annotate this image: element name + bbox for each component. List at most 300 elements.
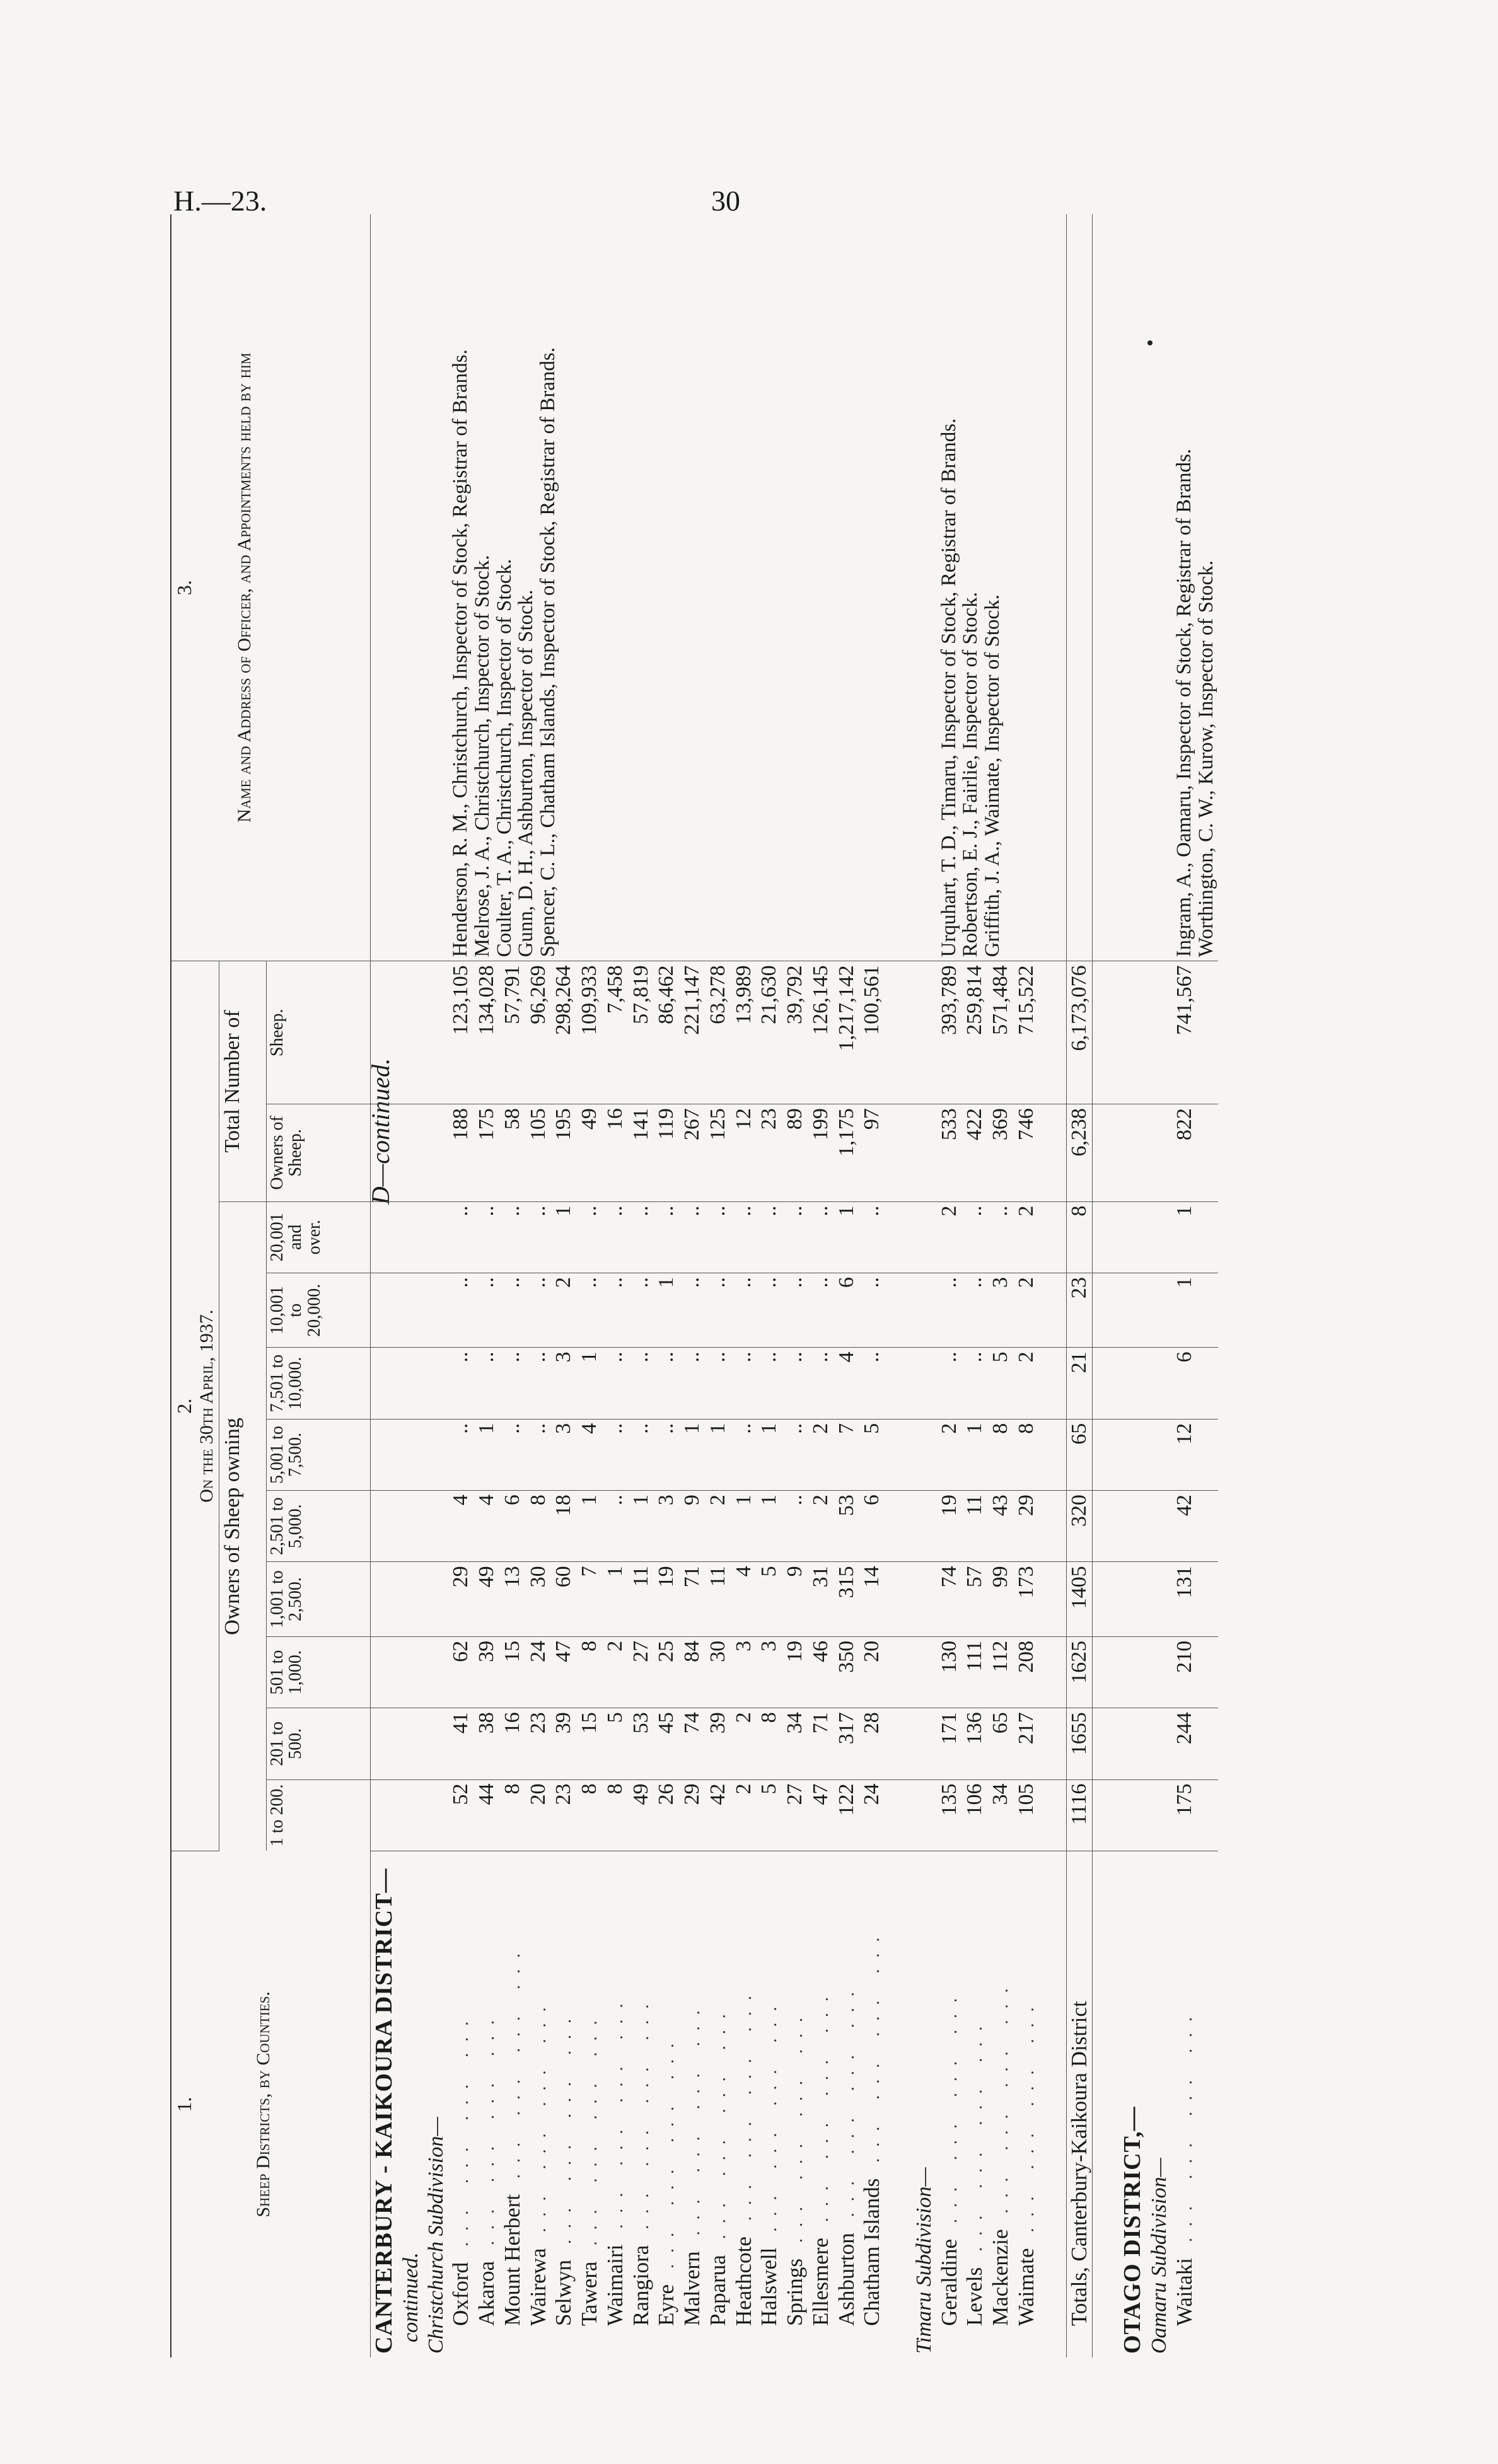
- value-cell: 126,145: [808, 961, 834, 1104]
- empty-cell: [424, 1779, 449, 1851]
- empty-cell: [912, 1273, 937, 1347]
- value-cell: 5: [603, 1708, 629, 1779]
- empty-cell: [912, 1419, 937, 1490]
- leader-dots: ... ... ... ...: [607, 1992, 627, 2245]
- sub-header-10: Sheep.: [267, 961, 371, 1104]
- officer-entry: Ingram, A., Oamaru, Inspector of Stock, Registrar of Brands.: [1173, 448, 1196, 957]
- county-name: [526, 1851, 552, 2357]
- value-cell: 42: [705, 1779, 731, 1851]
- spacer-row: [1040, 214, 1067, 2357]
- empty-cell: [912, 214, 937, 961]
- value-cell: 74: [680, 1708, 705, 1779]
- leader-dots: ... ... ... ...: [632, 1993, 653, 2245]
- empty-cell: [1040, 1851, 1067, 2357]
- total-cell: 1655: [1066, 1708, 1093, 1779]
- county-label: Ashburton: [833, 2233, 859, 2326]
- empty-cell: [1093, 1851, 1120, 2357]
- sub-header-3: 1,001 to 2,500.: [267, 1562, 371, 1636]
- value-cell: 746: [1014, 1104, 1040, 1202]
- empty-cell: [371, 961, 398, 1104]
- empty-cell: [1093, 1273, 1120, 1347]
- value-cell: ..: [808, 1273, 834, 1347]
- empty-cell: [398, 1273, 424, 1347]
- county-label: Selwyn: [551, 2260, 576, 2326]
- value-cell: 1: [680, 1419, 705, 1490]
- empty-cell: [371, 1779, 398, 1851]
- heading-row: [398, 214, 424, 2357]
- value-cell: 39: [705, 1708, 731, 1779]
- value-cell: 86,462: [654, 961, 680, 1104]
- value-cell: 125: [705, 1104, 731, 1202]
- value-cell: 39: [474, 1636, 500, 1708]
- value-cell: 315: [834, 1562, 860, 1636]
- value-cell: 49: [629, 1779, 654, 1851]
- leader-dots: ... ... ... ...: [967, 2015, 987, 2267]
- value-cell: 1: [1172, 1201, 1218, 1273]
- empty-cell: [885, 1273, 912, 1347]
- value-cell: 7: [834, 1419, 860, 1490]
- value-cell: 28: [859, 1708, 885, 1779]
- value-cell: ..: [500, 1419, 526, 1490]
- empty-cell: [371, 1708, 398, 1779]
- empty-cell: [912, 1348, 937, 1419]
- value-cell: 89: [782, 1104, 808, 1202]
- empty-cell: [1147, 214, 1172, 961]
- value-cell: 5: [757, 1562, 782, 1636]
- empty-cell: [1040, 1779, 1067, 1851]
- total-cell: 1625: [1066, 1636, 1093, 1708]
- value-cell: 8: [577, 1636, 603, 1708]
- value-cell: 715,522: [1014, 961, 1040, 1104]
- value-cell: 49: [474, 1562, 500, 1636]
- empty-cell: [398, 1419, 424, 1490]
- value-cell: 74: [937, 1562, 963, 1636]
- sub-header-9: Owners of Sheep.: [267, 1104, 371, 1202]
- value-cell: 26: [654, 1779, 680, 1851]
- empty-cell: [912, 1636, 937, 1708]
- leader-dots: ... ... ... ...: [581, 2009, 601, 2262]
- value-cell: 195: [551, 1104, 577, 1202]
- value-cell: 109,933: [577, 961, 603, 1104]
- empty-cell: [885, 961, 912, 1104]
- empty-cell: [398, 1348, 424, 1419]
- empty-cell: [1119, 214, 1147, 961]
- value-cell: ..: [731, 1201, 757, 1273]
- value-cell: 16: [500, 1708, 526, 1779]
- value-cell: 3: [551, 1419, 577, 1490]
- value-cell: 57,819: [629, 961, 654, 1104]
- value-cell: 105: [526, 1104, 552, 1202]
- leader-dots: ... ... ... ...: [555, 2008, 576, 2260]
- sub-header-2: 501 to 1,000.: [267, 1636, 371, 1708]
- value-cell: 134,028: [474, 961, 500, 1104]
- sheep-districts-table: [170, 214, 1218, 2357]
- empty-cell: [912, 1562, 937, 1636]
- leader-dots: ... ... ... ...: [684, 1999, 704, 2252]
- value-cell: 7,458: [603, 961, 629, 1104]
- value-cell: 20: [859, 1636, 885, 1708]
- value-cell: 14: [859, 1562, 885, 1636]
- leader-dots: ... ... ... ...: [735, 1984, 755, 2237]
- empty-cell: [398, 1779, 424, 1851]
- empty-cell: [371, 1348, 398, 1419]
- empty-cell: [371, 1201, 398, 1273]
- value-cell: 122: [834, 1779, 860, 1851]
- leader-dots: ... ... ... ...: [838, 1981, 858, 2233]
- value-cell: ..: [577, 1273, 603, 1347]
- page-number: 30: [711, 185, 740, 217]
- value-cell: 57,791: [500, 961, 526, 1104]
- value-cell: 8: [526, 1491, 552, 1562]
- value-cell: 23: [757, 1104, 782, 1202]
- value-cell: 1,175: [834, 1104, 860, 1202]
- sub-header-4: 2,501 to 5,000.: [267, 1491, 371, 1562]
- county-label: Rangiora: [628, 2245, 653, 2326]
- officer-list: [448, 214, 885, 961]
- value-cell: 58: [500, 1104, 526, 1202]
- sub-header-0: 1 to 200.: [267, 1779, 371, 1851]
- county-label: Mackenzie: [988, 2229, 1013, 2326]
- value-cell: ..: [808, 1348, 834, 1419]
- empty-cell: [1119, 1636, 1147, 1708]
- value-cell: 111: [962, 1636, 988, 1708]
- value-cell: 45: [654, 1708, 680, 1779]
- value-cell: 5: [988, 1348, 1014, 1419]
- county-name: [757, 1851, 782, 2357]
- owners-owning-header: Owners of Sheep owning: [219, 1201, 267, 1851]
- value-cell: 13,989: [731, 961, 757, 1104]
- value-cell: 422: [962, 1104, 988, 1202]
- value-cell: 217: [1014, 1708, 1040, 1779]
- leader-dots: ... ... ... ...: [864, 1926, 884, 2178]
- leader-dots: ... ... ... ...: [453, 2010, 473, 2262]
- empty-cell: [1040, 1348, 1067, 1419]
- value-cell: ..: [859, 1273, 885, 1347]
- value-cell: 2: [551, 1273, 577, 1347]
- county-name: [448, 1851, 474, 2357]
- value-cell: 3: [988, 1273, 1014, 1347]
- table-row: [937, 214, 963, 2357]
- empty-cell: [1119, 1562, 1147, 1636]
- empty-cell: [371, 1273, 398, 1347]
- value-cell: 11: [629, 1562, 654, 1636]
- value-cell: 210: [1172, 1636, 1218, 1708]
- value-cell: 65: [988, 1708, 1014, 1779]
- value-cell: 57: [962, 1562, 988, 1636]
- value-cell: 99: [988, 1562, 1014, 1636]
- value-cell: 39: [551, 1708, 577, 1779]
- value-cell: 2: [1014, 1273, 1040, 1347]
- value-cell: 16: [603, 1104, 629, 1202]
- empty-cell: [1093, 1562, 1120, 1636]
- county-name: [577, 1851, 603, 2357]
- officer-entry: Henderson, R. M., Christchurch, Inspector of Stock, Registrar of Brands.: [449, 349, 472, 957]
- col2-number: 2.: [173, 1398, 195, 1414]
- value-cell: 97: [859, 1104, 885, 1202]
- empty-cell: [1147, 1491, 1172, 1562]
- county-name: [988, 1851, 1014, 2357]
- value-cell: 7: [577, 1562, 603, 1636]
- heading-row: [912, 214, 937, 2357]
- county-label: Akaroa: [474, 2260, 499, 2326]
- officer-entry: Coulter, T. A., Christchurch, Inspector of Stock.: [492, 558, 516, 957]
- empty-cell: [1093, 1636, 1120, 1708]
- value-cell: ..: [782, 1201, 808, 1273]
- officer-entry: Worthington, C. W., Kurow, Inspector of Stock.: [1194, 560, 1217, 957]
- col2-title: On the 30th April, 1937.: [196, 1309, 217, 1503]
- value-cell: 6: [859, 1491, 885, 1562]
- value-cell: 9: [782, 1562, 808, 1636]
- value-cell: 53: [834, 1491, 860, 1562]
- county-name: [834, 1851, 860, 2357]
- value-cell: 34: [782, 1708, 808, 1779]
- value-cell: 3: [757, 1636, 782, 1708]
- empty-cell: [1119, 961, 1147, 1104]
- leader-dots: ... ... ... ...: [941, 1987, 961, 2240]
- leader-dots: ... ... ... ...: [787, 2006, 807, 2259]
- value-cell: ..: [500, 1348, 526, 1419]
- empty-cell: [424, 1273, 449, 1347]
- value-cell: 30: [526, 1562, 552, 1636]
- empty-cell: [398, 1562, 424, 1636]
- value-cell: ..: [526, 1201, 552, 1273]
- county-label: Chatham Islands: [859, 2178, 885, 2326]
- empty-cell: [398, 1636, 424, 1708]
- value-cell: ..: [603, 1348, 629, 1419]
- value-cell: 18: [551, 1491, 577, 1562]
- empty-cell: [1093, 1491, 1120, 1562]
- empty-cell: [1119, 1348, 1147, 1419]
- value-cell: ..: [603, 1273, 629, 1347]
- total-number-header: Total Number of: [219, 961, 267, 1201]
- value-cell: 9: [680, 1491, 705, 1562]
- value-cell: 259,814: [962, 961, 988, 1104]
- value-cell: 350: [834, 1636, 860, 1708]
- value-cell: 171: [937, 1708, 963, 1779]
- spacer-row: [1093, 214, 1120, 2357]
- leader-dots: ... ... ... ...: [709, 2003, 729, 2255]
- section-title: D—continued.: [366, 1058, 395, 1205]
- empty-cell: [1093, 214, 1120, 961]
- empty-cell: [1066, 214, 1093, 961]
- value-cell: 1: [577, 1348, 603, 1419]
- value-cell: 1: [629, 1491, 654, 1562]
- empty-cell: [1119, 1104, 1147, 1202]
- value-cell: ..: [474, 1201, 500, 1273]
- empty-cell: [885, 1348, 912, 1419]
- value-cell: 5: [859, 1419, 885, 1490]
- value-cell: 47: [808, 1779, 834, 1851]
- empty-cell: [1040, 1104, 1067, 1202]
- value-cell: ..: [705, 1348, 731, 1419]
- county-label: Geraldine: [936, 2239, 961, 2326]
- empty-cell: [912, 1779, 937, 1851]
- value-cell: 173: [1014, 1562, 1040, 1636]
- value-cell: ..: [629, 1348, 654, 1419]
- empty-cell: [1147, 1708, 1172, 1779]
- county-name: [705, 1851, 731, 2357]
- empty-cell: [1040, 1273, 1067, 1347]
- value-cell: 2: [1014, 1348, 1040, 1419]
- value-cell: 112: [988, 1636, 1014, 1708]
- value-cell: 106: [962, 1779, 988, 1851]
- empty-cell: [912, 961, 937, 1104]
- empty-cell: [398, 214, 424, 961]
- empty-cell: [424, 1348, 449, 1419]
- table-row: [1172, 214, 1218, 2357]
- value-cell: ..: [680, 1273, 705, 1347]
- value-cell: 4: [731, 1562, 757, 1636]
- value-cell: 100,561: [859, 961, 885, 1104]
- value-cell: 53: [629, 1708, 654, 1779]
- value-cell: 46: [808, 1636, 834, 1708]
- county-label: Halswell: [757, 2247, 782, 2326]
- value-cell: ..: [500, 1273, 526, 1347]
- value-cell: 27: [629, 1636, 654, 1708]
- value-cell: 2: [705, 1491, 731, 1562]
- value-cell: ..: [962, 1201, 988, 1273]
- value-cell: 141: [629, 1104, 654, 1202]
- value-cell: ..: [603, 1491, 629, 1562]
- page-code: H.—23.: [173, 185, 267, 217]
- total-cell: 23: [1066, 1273, 1093, 1347]
- continued-label: continued.: [398, 2252, 422, 2342]
- sub-header-5: 5,001 to 7,500.: [267, 1419, 371, 1490]
- col1-header: [171, 1851, 371, 2357]
- value-cell: 84: [680, 1636, 705, 1708]
- value-cell: ..: [962, 1273, 988, 1347]
- value-cell: 71: [808, 1708, 834, 1779]
- empty-cell: [398, 1201, 424, 1273]
- value-cell: ..: [731, 1348, 757, 1419]
- value-cell: 2: [731, 1708, 757, 1779]
- value-cell: 12: [731, 1104, 757, 1202]
- value-cell: 1,217,142: [834, 961, 860, 1104]
- county-name: [808, 1851, 834, 2357]
- county-label: Waimairi: [602, 2244, 627, 2326]
- county-label: Eyre: [654, 2284, 679, 2326]
- empty-cell: [885, 1851, 912, 2357]
- value-cell: 105: [1014, 1779, 1040, 1851]
- empty-cell: [1093, 1104, 1120, 1202]
- county-label: Levels: [962, 2267, 987, 2326]
- county-label: Heathcote: [731, 2236, 756, 2326]
- empty-cell: [1093, 1348, 1120, 1419]
- value-cell: 11: [962, 1491, 988, 1562]
- empty-cell: [885, 1779, 912, 1851]
- value-cell: 4: [834, 1348, 860, 1419]
- totals-label: Totals, Canterbury-Kaikoura District: [1066, 1851, 1093, 2357]
- empty-cell: [371, 1491, 398, 1562]
- col3-header: [171, 214, 371, 961]
- value-cell: ..: [859, 1201, 885, 1273]
- value-cell: 29: [448, 1562, 474, 1636]
- value-cell: 2: [603, 1636, 629, 1708]
- value-cell: ..: [757, 1201, 782, 1273]
- county-label: Tawera: [577, 2261, 602, 2326]
- empty-cell: [1147, 961, 1172, 1104]
- value-cell: 267: [680, 1104, 705, 1202]
- county-name: [654, 1851, 680, 2357]
- empty-cell: [885, 1201, 912, 1273]
- col1-title: Sheep Districts, by Counties.: [253, 1991, 274, 2218]
- total-cell: 1405: [1066, 1562, 1093, 1636]
- empty-cell: [1119, 1419, 1147, 1490]
- empty-cell: [885, 1491, 912, 1562]
- value-cell: 2: [937, 1419, 963, 1490]
- empty-cell: [885, 214, 912, 961]
- value-cell: 27: [782, 1779, 808, 1851]
- value-cell: 1: [962, 1419, 988, 1490]
- empty-cell: [1147, 1419, 1172, 1490]
- empty-cell: [398, 1491, 424, 1562]
- leader-dots: ... ... ... ...: [504, 1942, 524, 2195]
- value-cell: ..: [782, 1419, 808, 1490]
- empty-cell: [398, 961, 424, 1104]
- county-name: [1014, 1851, 1040, 2357]
- value-cell: 6: [834, 1273, 860, 1347]
- value-cell: ..: [988, 1201, 1014, 1273]
- county-label: Paparua: [705, 2255, 730, 2326]
- total-cell: 320: [1066, 1491, 1093, 1562]
- officer-list: [937, 214, 1040, 961]
- empty-cell: [1147, 1348, 1172, 1419]
- value-cell: 1: [551, 1201, 577, 1273]
- value-cell: ..: [757, 1273, 782, 1347]
- subdivision-heading: Timaru Subdivision—: [912, 2167, 936, 2354]
- value-cell: 6: [500, 1491, 526, 1562]
- value-cell: 8: [988, 1419, 1014, 1490]
- district-heading: CANTERBURY - KAIKOURA DISTRICT—: [371, 1868, 397, 2354]
- leader-dots: ... ... ... ...: [812, 1986, 832, 2238]
- leader-dots: ... ... ... ...: [1018, 1996, 1038, 2248]
- county-label: Malvern: [680, 2251, 705, 2326]
- value-cell: 741,567: [1172, 961, 1218, 1104]
- value-cell: 175: [1172, 1779, 1218, 1851]
- value-cell: 1: [603, 1562, 629, 1636]
- empty-cell: [371, 1419, 398, 1490]
- total-cell: 8: [1066, 1201, 1093, 1273]
- value-cell: 2: [808, 1419, 834, 1490]
- value-cell: 822: [1172, 1104, 1218, 1202]
- value-cell: 15: [577, 1708, 603, 1779]
- value-cell: 96,269: [526, 961, 552, 1104]
- value-cell: 19: [782, 1636, 808, 1708]
- total-cell: 1116: [1066, 1779, 1093, 1851]
- value-cell: 11: [705, 1562, 731, 1636]
- value-cell: 244: [1172, 1708, 1218, 1779]
- empty-cell: [1040, 1419, 1067, 1490]
- empty-cell: [1040, 1201, 1067, 1273]
- empty-cell: [424, 214, 449, 961]
- value-cell: 71: [680, 1562, 705, 1636]
- empty-cell: [885, 1562, 912, 1636]
- value-cell: 130: [937, 1636, 963, 1708]
- value-cell: 63,278: [705, 961, 731, 1104]
- sub-header-7: 10,001 to 20,000.: [267, 1273, 371, 1347]
- value-cell: 1: [757, 1491, 782, 1562]
- value-cell: 175: [474, 1104, 500, 1202]
- value-cell: 208: [1014, 1636, 1040, 1708]
- county-label: Oxford: [448, 2262, 473, 2326]
- county-label: Ellesmere: [808, 2238, 833, 2326]
- value-cell: ..: [526, 1419, 552, 1490]
- empty-cell: [1093, 1419, 1120, 1490]
- empty-cell: [1040, 214, 1067, 961]
- value-cell: 4: [448, 1491, 474, 1562]
- county-label: Waitaki: [1172, 2258, 1197, 2326]
- value-cell: 20: [526, 1779, 552, 1851]
